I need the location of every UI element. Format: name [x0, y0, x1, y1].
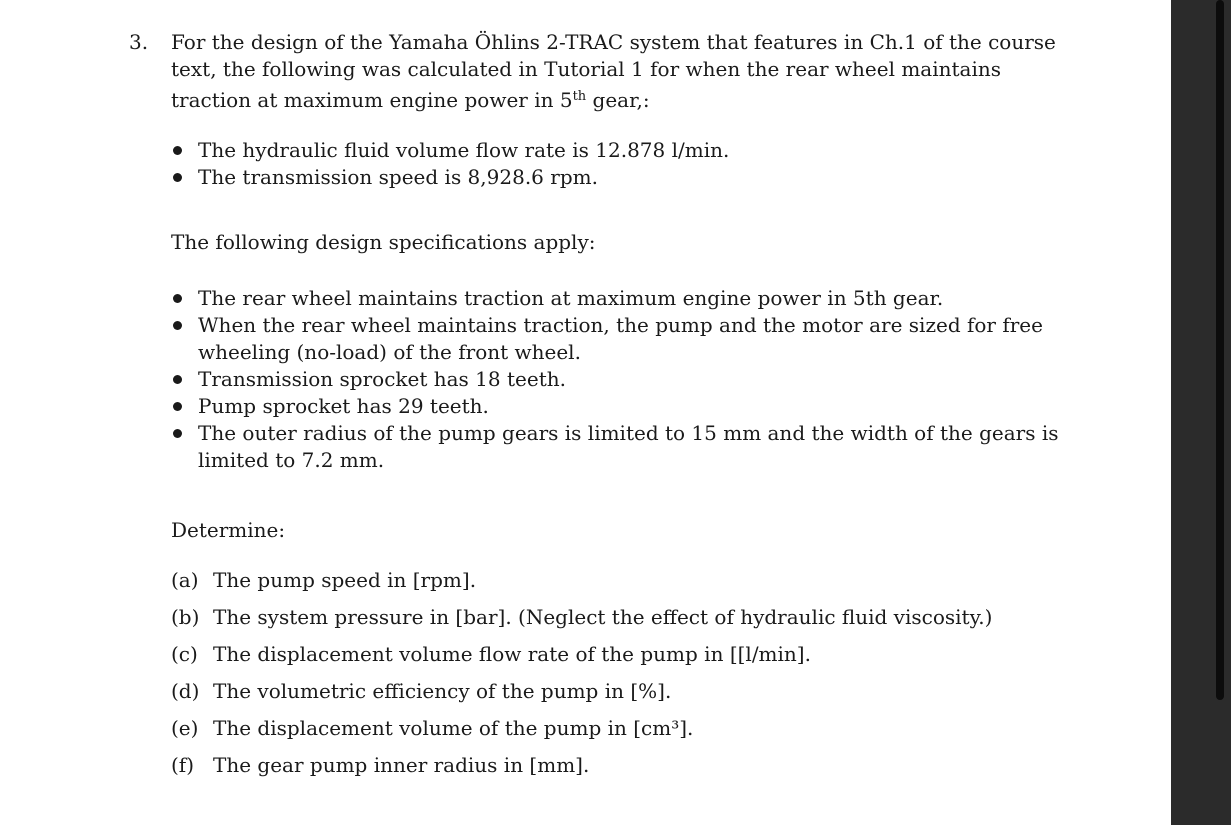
- part-text: The volumetric efficiency of the pump in [%].: [213, 679, 672, 703]
- list-item: [171, 393, 1051, 420]
- list-item: [171, 137, 1051, 164]
- part-text: The displacement volume flow rate of the pump in [[l/min].: [213, 642, 811, 666]
- part-text: The system pressure in [bar]. (Neglect the effect of hydraulic fluid viscosity.): [213, 605, 993, 629]
- intro-line: text, the following was calculated in Tutorial 1 for when the rear wheel maintains: [171, 57, 1001, 81]
- scrollbar-thumb[interactable]: [1216, 0, 1224, 700]
- part-label: (d): [171, 679, 200, 703]
- part-label: (f): [171, 753, 195, 777]
- list-item: [171, 420, 1059, 474]
- question-intro: [171, 29, 1056, 112]
- bullet-icon: [173, 146, 182, 155]
- superscript-th: th: [572, 89, 587, 104]
- part-label: (a): [171, 568, 199, 592]
- list-item: [171, 285, 1051, 312]
- design-specs-list: [171, 285, 1059, 474]
- determine-parts-list: [171, 567, 992, 789]
- part-label: (e): [171, 716, 199, 740]
- part-text: The gear pump inner radius in [mm].: [213, 753, 590, 777]
- specs-heading: The following design specifications apply:: [171, 230, 596, 254]
- list-item-text: The rear wheel maintains traction at maximum engine power in 5th gear.: [198, 286, 944, 310]
- determine-heading: Determine:: [171, 518, 286, 542]
- list-item: [171, 752, 992, 789]
- list-item: [171, 604, 992, 641]
- list-item: [171, 678, 992, 715]
- bullet-icon: [173, 375, 182, 384]
- part-text: The pump speed in [rpm].: [213, 568, 477, 592]
- intro-line: [171, 83, 1051, 110]
- part-text: The displacement volume of the pump in [cm³].: [213, 716, 694, 740]
- bullet-icon: [173, 429, 182, 438]
- list-item-text: The outer radius of the pump gears is limited to 15 mm and the width of the gears is: [198, 421, 1059, 445]
- part-label: (c): [171, 642, 198, 666]
- list-item: [171, 567, 992, 604]
- bullet-icon: [173, 402, 182, 411]
- list-item-text: wheeling (no-load) of the front wheel.: [198, 340, 581, 364]
- bullet-icon: [173, 173, 182, 182]
- scrollbar-track[interactable]: [1171, 0, 1231, 825]
- list-item-text: The transmission speed is 8,928.6 rpm.: [198, 165, 598, 189]
- list-item: [171, 641, 992, 678]
- bullet-icon: [173, 294, 182, 303]
- list-item-text: Pump sprocket has 29 teeth.: [198, 394, 489, 418]
- calculated-values-list: [171, 137, 1051, 191]
- intro-line: For the design of the Yamaha Öhlins 2-TRAC system that features in Ch.1 of the course: [171, 30, 1056, 54]
- list-item-text: limited to 7.2 mm.: [198, 448, 385, 472]
- question-number: 3.: [129, 30, 149, 54]
- bullet-icon: [173, 321, 182, 330]
- list-item-text: The hydraulic fluid volume flow rate is 12.878 l/min.: [198, 138, 730, 162]
- list-item: [171, 715, 992, 752]
- list-item-text: Transmission sprocket has 18 teeth.: [198, 367, 566, 391]
- intro-line-tail: gear,:: [586, 88, 650, 112]
- list-item: [171, 164, 1051, 191]
- list-item-text: When the rear wheel maintains traction, the pump and the motor are sized for free: [198, 313, 1043, 337]
- part-label: (b): [171, 605, 200, 629]
- list-item: [171, 366, 1051, 393]
- list-item: [171, 312, 1051, 366]
- intro-line-text: traction at maximum engine power in 5: [171, 88, 573, 112]
